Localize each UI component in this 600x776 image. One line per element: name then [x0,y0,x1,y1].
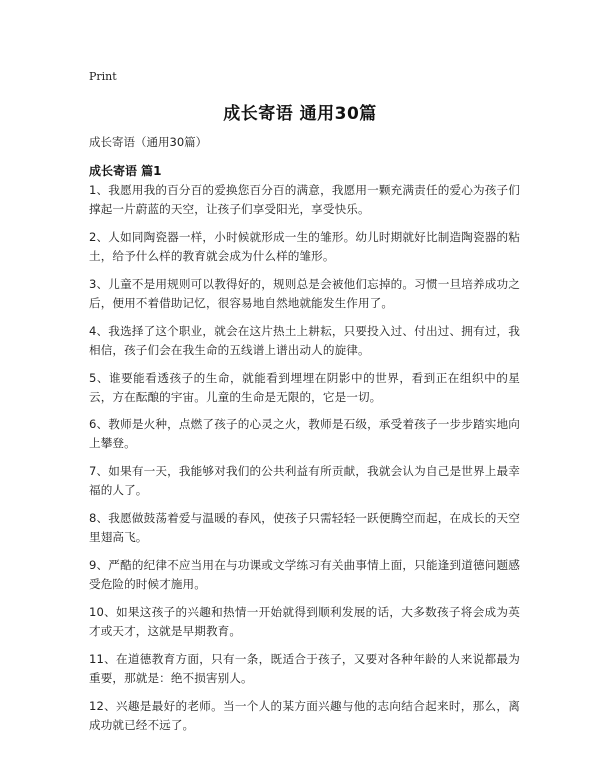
paragraph: 5、谁要能看透孩子的生命，就能看到埋埋在阴影中的世界，看到正在组织中的星云，方在酝酿的宇宙。儿童的生命是无限的，它是一切。 [89,370,520,404]
paragraph: 3、儿童不是用规则可以教得好的，规则总是会被他们忘掉的。习惯一旦培养成功之后，便用不着借助记忆，很容易地自然地就能发生作用了。 [89,276,520,310]
paragraph: 12、兴趣是最好的老师。当一个人的某方面兴趣与他的志向结合起来时，那么，离成功就已经不远了。 [89,698,520,732]
document-subtitle: 成长寄语（通用30篇） [89,135,208,149]
paragraph: 6、教师是火种，点燃了孩子的心灵之火，教师是石级，承受着孩子一步步踏实地向上攀登。 [89,417,520,451]
paragraph: 10、如果这孩子的兴趣和热情一开始就得到顺利发展的话，大多数孩子将会成为英才或天才，这就是早期教育。 [89,605,520,639]
paragraph: 1、我愿用我的百分百的爱换您百分百的满意，我愿用一颗充满责任的爱心为孩子们撑起一片蔚蓝的天空，让孩子们享受阳光，享受快乐。 [89,183,520,216]
paragraph: 2、人如同陶瓷器一样，小时候就形成一生的雏形。幼儿时期就好比制造陶瓷器的粘土，给予什么样的教育就会成为什么样的雏形。 [89,229,520,263]
page-title: 成长寄语 通用30篇 [223,104,377,124]
paragraph: 4、我选择了这个职业，就会在这片热土上耕耘，只要投入过、付出过、拥有过，我相信，孩子们会在我生命的五线谱上谱出动人的旋律。 [89,323,520,357]
paragraph-list [89,181,520,744]
paragraph: 7、如果有一天，我能够对我们的公共利益有所贡献，我就会认为自己是世界上最幸福的人了。 [89,464,520,498]
paragraph: 11、在道德教育方面，只有一条，既适合于孩子，又要对各种年龄的人来说都最为重要，那就是：绝不损害别人。 [89,651,520,685]
print-label[interactable]: Print [89,70,117,83]
paragraph: 8、我愿做鼓荡着爱与温暖的春风，使孩子只需轻轻一跃便腾空而起，在成长的天空里翅高飞。 [89,511,520,545]
section-heading: 成长寄语 篇1 [89,164,162,178]
paragraph: 9、严酷的纪律不应当用在与功课或文学练习有关曲事情上面，只能逢到道德问题感受危险的时候才施用。 [89,558,520,592]
